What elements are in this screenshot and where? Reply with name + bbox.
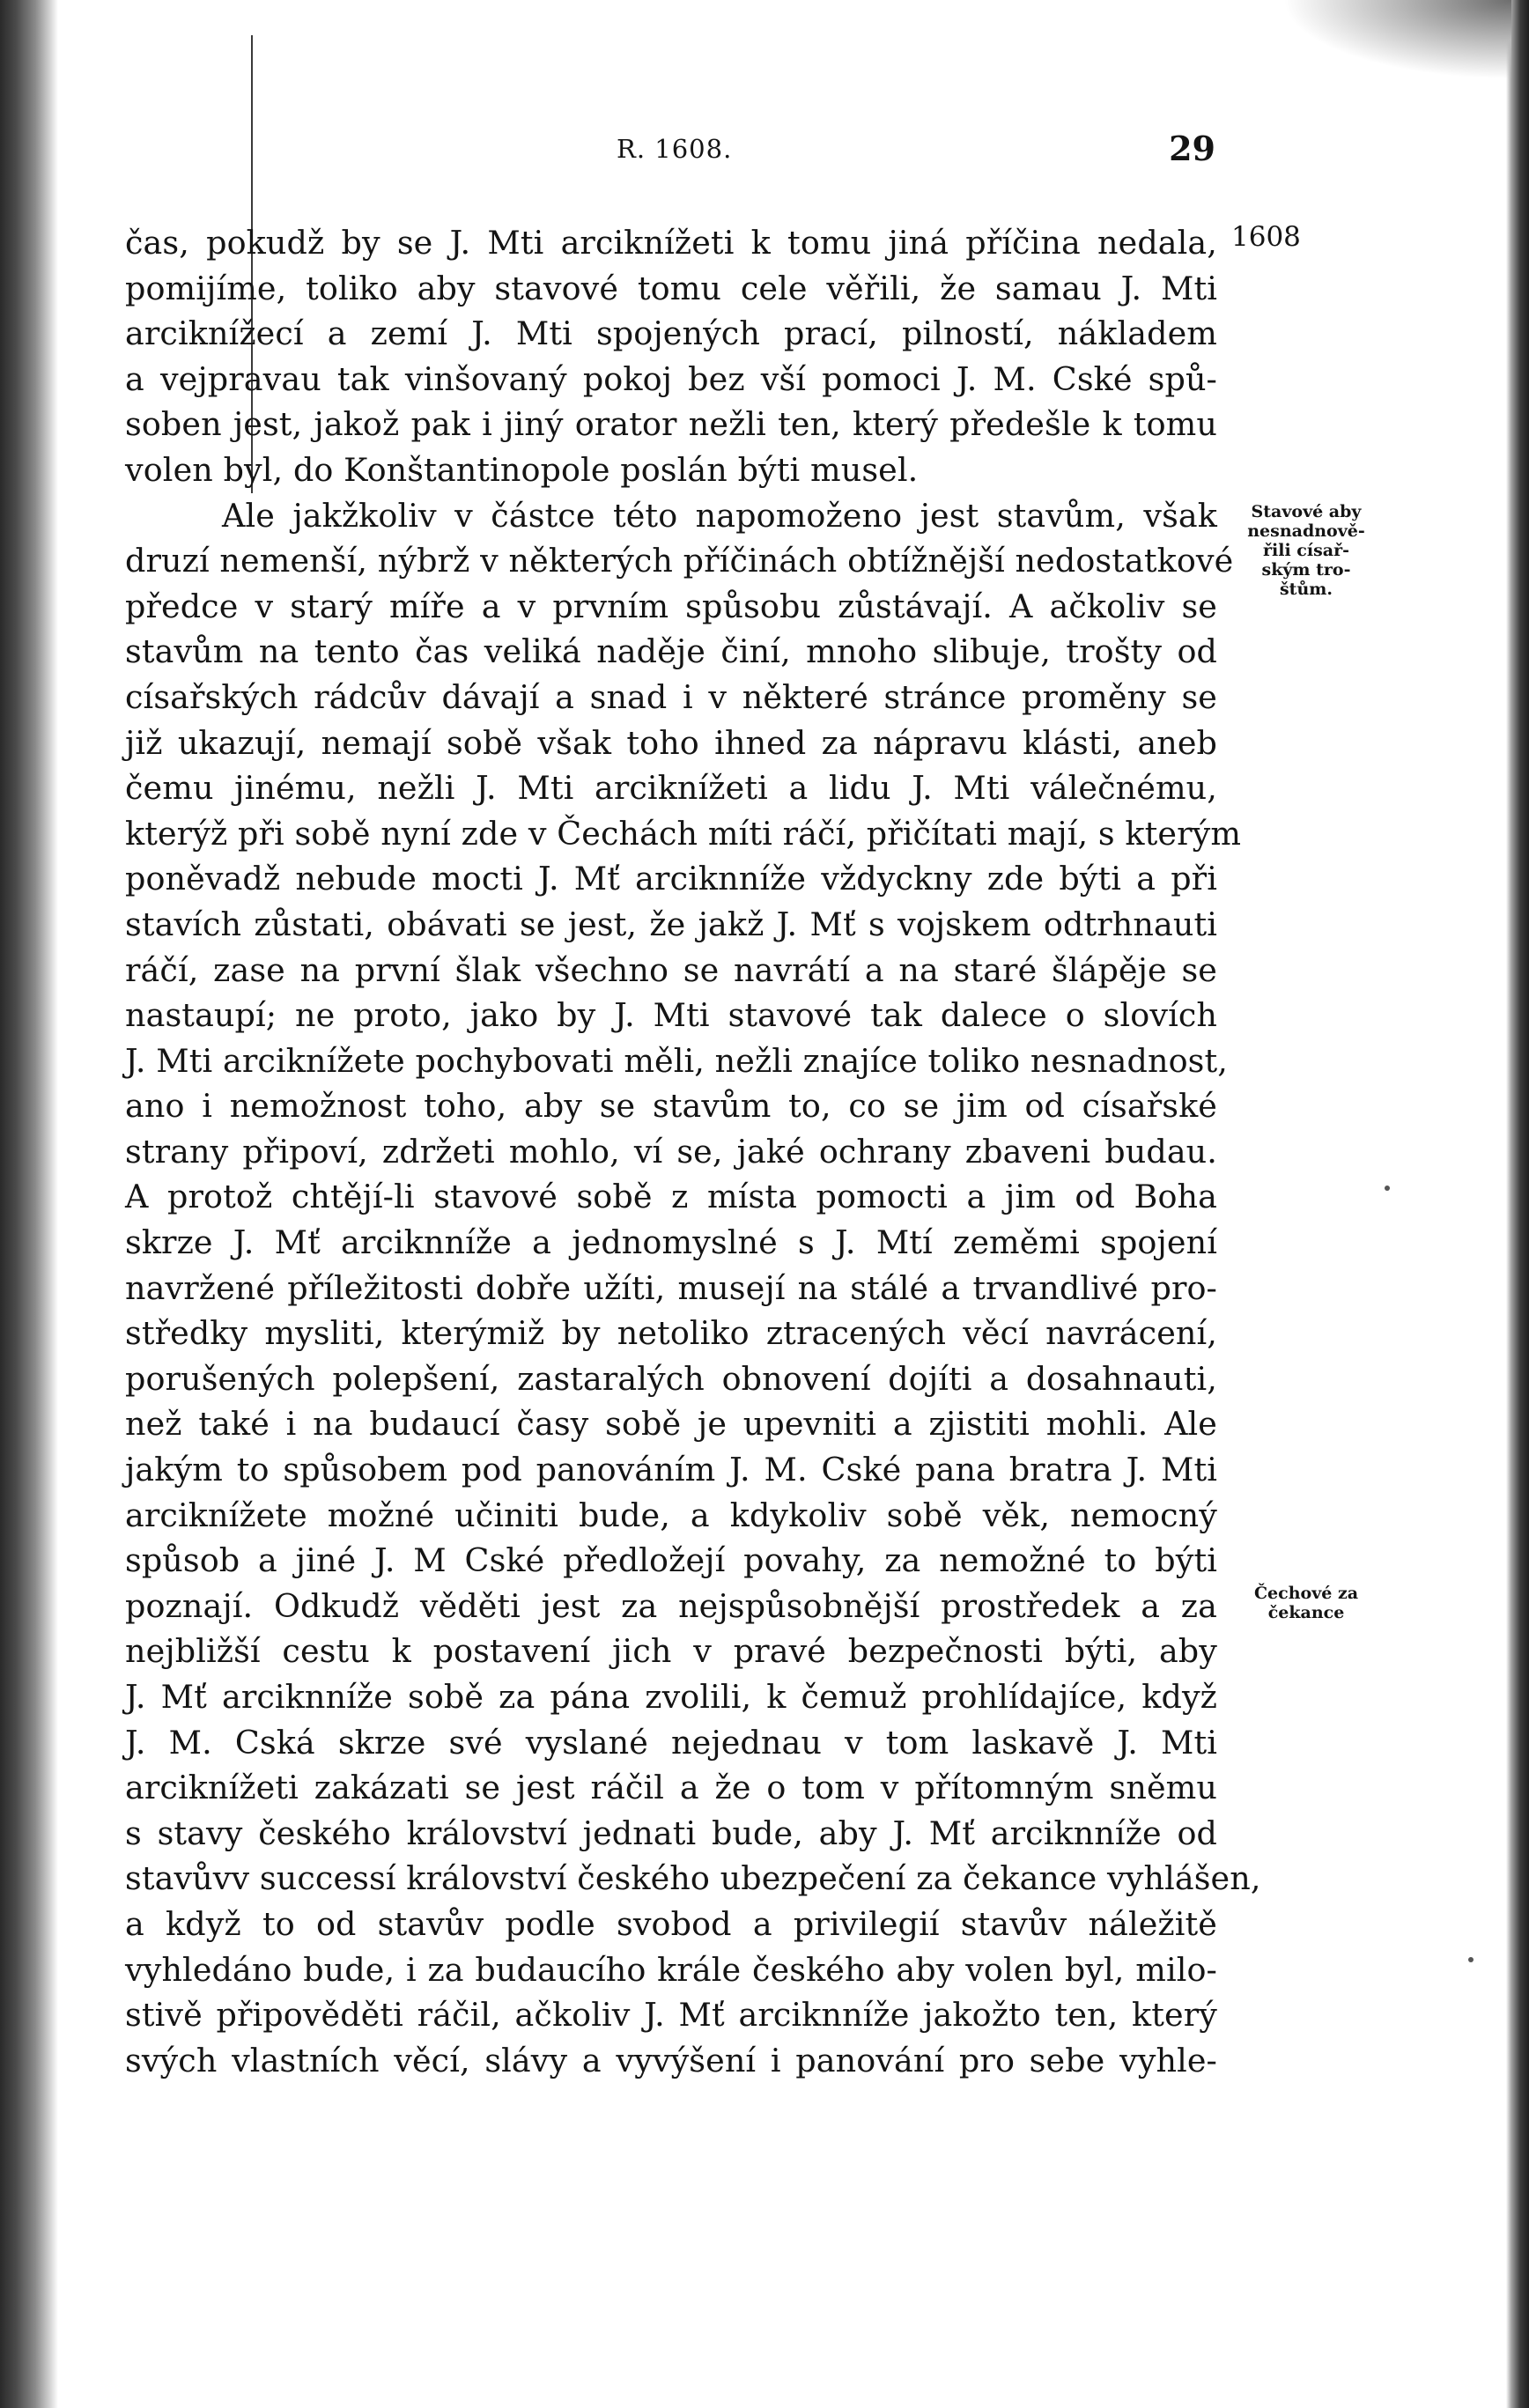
text-line: spůsob a jiné J. M Cské předložejí povahy, za nemožné to býti [125,1541,1217,1580]
text-line: stavůvv successí království českého ubezpečení za čekance vyhlášen, [125,1859,1261,1898]
margin-note-line: Stavové aby [1251,502,1362,521]
text-line: arciknížecí a zemí J. Mti spojených prací, pilností, nákladem [125,314,1217,353]
text-line: svých vlastních věcí, slávy a vyvýšení i panování pro sebe vyhle- [125,2041,1217,2079]
text-line: pomijíme, toliko aby stavové tomu cele věřili, že samau J. Mti [125,269,1217,307]
body-text [125,220,1261,2083]
text-line: vyhledáno bude, i za budaucího krále českého aby volen byl, milo- [125,1950,1217,1989]
text-line: stavům na tento čas veliká naděje činí, mnoho slibuje, trošty od [125,632,1217,671]
text-line: nejbližší cestu k postavení jich v pravé bezpečnosti býti, aby [125,1632,1217,1671]
text-line: porušených polepšení, zastaralých obnovení dojíti a dosahnauti, [125,1359,1217,1398]
text-line: kterýž při sobě nyní zde v Čechách míti ráčí, přičítati mají, s kterým [125,814,1242,853]
text-line: skrze J. Mť arciknníže a jednomyslné s J. Mtí zeměmi spojení [125,1223,1217,1262]
margin-note-line: nesnadnově- [1247,521,1365,541]
margin-note-line: Čechové za [1253,1584,1359,1603]
text-line: již ukazují, nemají sobě však toho ihned za nápravu klásti, aneb [125,723,1217,762]
text-line: středky mysliti, kterýmiž by netoliko ztracených věcí navrácení, [125,1314,1217,1353]
text-line: poněvadž nebude mocti J. Mť arciknníže vždyckny zde býti a při [125,860,1217,898]
text-line: druzí nemenší, nýbrž v některých příčinách obtížnější nedostatkové [125,542,1234,580]
text-line: strany připoví, zdržeti mohlo, ví se, jaké ochrany zbaveni budau. [125,1132,1217,1171]
margin-note-cechove [1231,1584,1381,1622]
text-line: a když to od stavův podle svobod a privilegií stavův náležitě [125,1904,1217,1943]
margin-note-line: štům. [1279,580,1333,599]
margin-note-line: čekance [1267,1603,1345,1622]
text-line: stivě připověděti ráčil, ačkoliv J. Mť arciknníže jakožto ten, který [125,1996,1217,2035]
text-line: J. M. Cská skrze své vyslané nejednau v tom laskavě J. Mti [125,1723,1217,1762]
text-line: soben jest, jakož pak i jiný orator nežli ten, který předešle k tomu [125,405,1217,444]
text-line: nastaupí; ne proto, jako by J. Mti stavové tak dalece o slovích [125,996,1217,1035]
ink-speck [1468,1957,1474,1962]
text-line: arciknížeti zakázati se jest ráčil a že o tom v přítomným sněmu [125,1769,1217,1807]
text-line: předce v starý míře a v prvním spůsobu zůstávají. A ačkoliv se [125,587,1217,625]
text-line: jakým to spůsobem pod panováním J. M. Cské pana bratra J. Mti [125,1451,1217,1489]
text-line: s stavy českého království jednati bude, aby J. Mť arciknníže od [125,1813,1217,1852]
text-line: ráčí, zase na první šlak všechno se navrátí a na staré šlápěje se [125,950,1217,989]
text-line: ano i nemožnost toho, aby se stavům to, co se jim od císařské [125,1087,1217,1126]
text-line: Ale jakžkoliv v částce této napomoženo jest stavům, však [222,496,1217,535]
text-line: A protož chtějí-li stavové sobě z místa pomocti a jim od Boha [125,1178,1217,1216]
page-left-edge-shadow [0,0,58,2408]
text-line: J. Mti arciknížete pochybovati měli, nežli znajíce toliko nesnadnost, [125,1041,1228,1080]
page-corner-stain [1282,0,1511,79]
margin-note-line: řili císař- [1263,541,1349,560]
text-line: a vejpravau tak vinšovaný pokoj bez vší pomoci J. M. Cské spů- [125,359,1217,398]
margin-note-line: ským tro- [1261,560,1351,580]
text-line: arciknížete možné učiniti bude, a kdykoliv sobě věk, nemocný [125,1496,1217,1534]
ink-speck [1385,1186,1390,1191]
text-line: čas, pokudž by se J. Mti arciknížeti k tomu jiná příčina nedala, [125,224,1217,262]
text-line: poznají. Odkudž věděti jest za nejspůsobnější prostředek a za [125,1586,1217,1625]
page-right-edge-shadow [1506,0,1529,2408]
text-line: volen byl, do Konštantinopole poslán býti musel. [125,450,919,489]
text-line: než také i na budaucí časy sobě je upevniti a zjistiti mohli. Ale [125,1405,1217,1444]
text-line: čemu jinému, nežli J. Mti arciknížeti a lidu J. Mti válečnému, [125,769,1217,808]
running-head: R. 1608. [617,134,733,164]
text-line: J. Mť arciknníže sobě za pána zvolili, k čemuž prohlídajíce, když [125,1678,1217,1716]
text-line: navržené příležitosti dobře užíti, musejí na stálé a trvandlivé pro- [125,1268,1217,1307]
text-line: císařských rádcův dávají a snad i v některé stránce proměny se [125,677,1217,716]
text-line: stavích zůstati, obávati se jest, že jakž J. Mť s vojskem odtrhnauti [125,905,1217,943]
page-number: 29 [1169,129,1215,168]
page-header [123,129,1215,178]
margin-year: 1608 [1231,221,1301,253]
margin-note-stavove [1231,502,1381,599]
